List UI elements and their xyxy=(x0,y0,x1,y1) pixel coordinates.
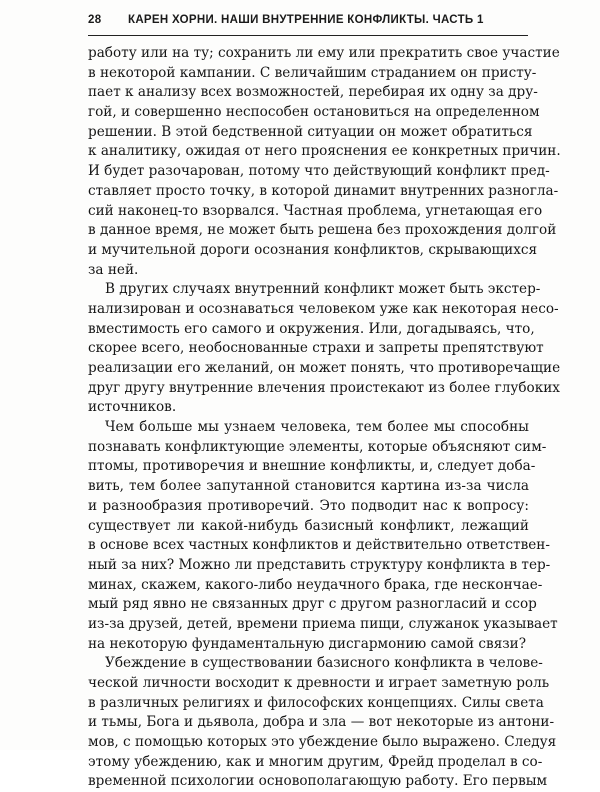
text-line: за ней. xyxy=(88,261,139,278)
text-line: и тьмы, Бога и дьявола, добра и зла — вот некоторые из антони- xyxy=(88,714,555,731)
text-line: пает к анализу всех возможностей, перебирая их одну за дру- xyxy=(88,84,538,101)
header-rule xyxy=(88,35,528,36)
text-line: познавать конфликтующие элементы, которые объясняют сим- xyxy=(88,438,547,455)
text-line: птомы, противоречия и внешние конфликты, и, следует доба- xyxy=(88,458,536,475)
text-line: ставляет просто точку, в которой динамит внутренних разногла- xyxy=(88,182,559,199)
text-line: в различных религиях и философских концепциях. Силы света xyxy=(88,694,544,711)
text-line: гой, и совершенно неспособен остановиться на определенном xyxy=(88,104,540,121)
text-line: ческой личности восходит к древности и играет заметную роль xyxy=(88,675,550,691)
text-line: нализирован и осознаваться человеком уже как некоторая несо- xyxy=(88,300,559,317)
text-line: И будет разочарован, потому что действующий конфликт пред- xyxy=(88,163,550,180)
text-line: и мучительной дороги осознания конфликтов, скрывающихся xyxy=(88,241,538,258)
text-line: реализации его желаний, он может понять, что противоречащие xyxy=(88,360,561,376)
text-line: работу или на ту; сохранить ли ему или прекратить свое участие xyxy=(88,45,560,61)
text-line: в данное время, не может быть решена без прохождения долгой xyxy=(88,222,557,239)
text-line: в некоторой кампании. С величайшим страданием он присту- xyxy=(88,64,537,81)
text-line: этому убеждению, как и многим другим, Фрейд проделал в со- xyxy=(88,753,543,770)
text-line: скорее всего, необоснованные страхи и запреты препятствуют xyxy=(88,340,544,357)
text-line: на некоторую фундаментальную дисгармонию самой связи? xyxy=(88,635,527,652)
text-line: сий наконец-то взорвался. Частная проблема, угнетающая его xyxy=(88,202,543,219)
text-line: вместимость его самого и окружения. Или, догадываясь, что, xyxy=(88,320,535,337)
running-head-title: КАРЕН ХОРНИ. НАШИ ВНУТРЕННИЕ КОНФЛИКТЫ. ЧАСТЬ 1 xyxy=(128,14,484,26)
text-line: В других случаях внутренний конфликт может быть экстер- xyxy=(105,281,541,298)
text-line: Чем больше мы узнаем человека, тем более мы способны xyxy=(105,419,529,436)
text-line: решении. В этой бедственной ситуации он может обратиться xyxy=(88,123,533,140)
page-number: 28 xyxy=(88,14,102,26)
text-line: в основе всех частных конфликтов и действительно ответствен- xyxy=(88,537,550,554)
text-line: источников. xyxy=(88,399,177,416)
text-line: существует ли какой-нибудь базисный конфликт, лежащий xyxy=(88,517,529,534)
text-line: из-за друзей, детей, времени приема пищи, служанок указывает xyxy=(88,615,558,632)
text-line: мый ряд явно не связанных друг с другом разногласий и ссор xyxy=(88,596,537,613)
text-line: ный за них? Можно ли представить структуру конфликта в тер- xyxy=(88,556,551,573)
text-line: минах, скажем, какого-либо неудачного брака, где нескончае- xyxy=(88,576,543,593)
paragraph xyxy=(88,418,558,654)
paragraph xyxy=(88,44,561,280)
text-line: к аналитику, ожидая от него прояснения ее конкретных причин. xyxy=(88,143,561,160)
text-line: друг другу внутренние влечения проистекают из более глубоких xyxy=(88,379,560,396)
paragraph xyxy=(88,280,561,418)
text-line: и разнообразия противоречий. Это подводит нас к вопросу: xyxy=(88,497,529,514)
text-line: Убеждение в существовании базисного конфликта в челове- xyxy=(105,655,543,672)
body-text xyxy=(88,44,561,792)
running-head xyxy=(88,14,528,32)
paragraph xyxy=(88,654,557,792)
text-line: временной психологии основополагающую работу. Его первым xyxy=(88,773,548,790)
text-line: мов, с помощью которых это убеждение было выражено. Следуя xyxy=(88,734,557,751)
text-line: вить, тем более запутанной становится картина из-за числа xyxy=(88,478,529,495)
